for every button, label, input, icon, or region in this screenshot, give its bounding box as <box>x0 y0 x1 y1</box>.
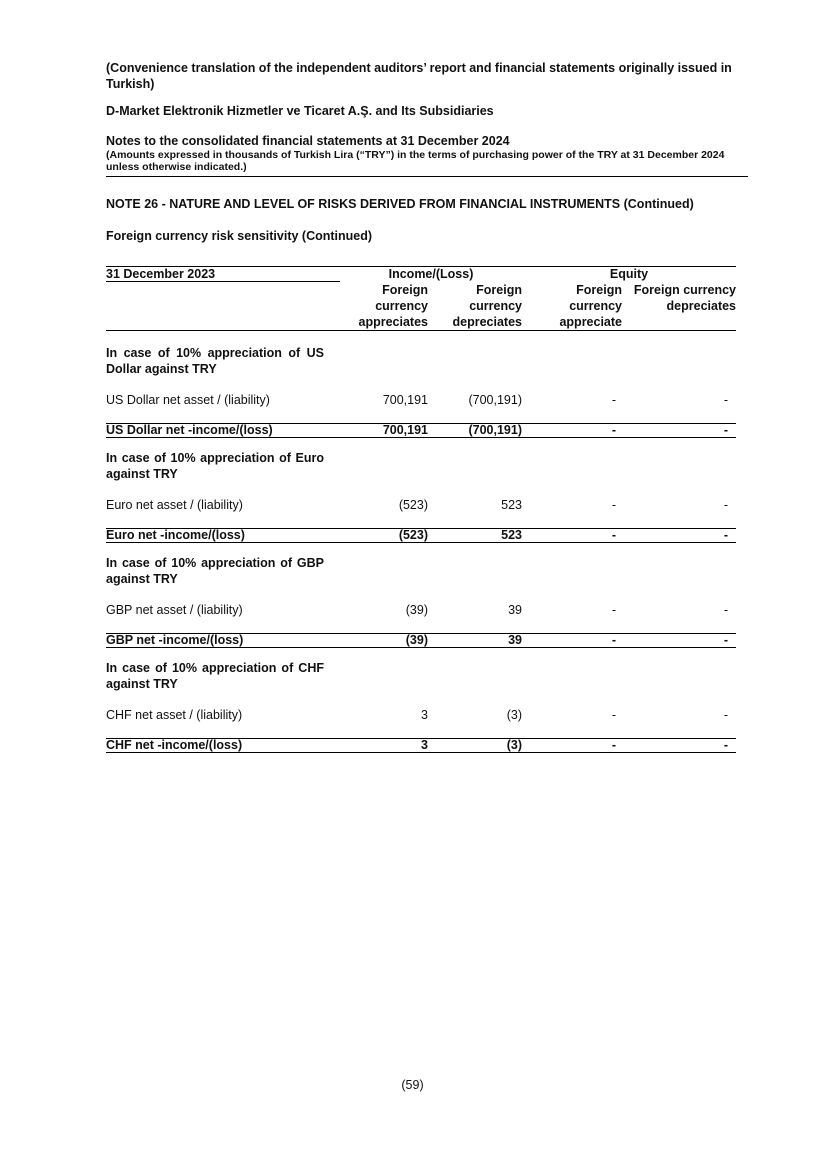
cell-value: (700,191) <box>468 392 522 407</box>
total-value: - <box>522 738 622 752</box>
cell-value: - <box>611 707 616 722</box>
table-header-row <box>106 267 736 282</box>
case-heading: In case of 10% appreciation of CHF against TRY <box>106 660 324 691</box>
total-row <box>106 423 736 437</box>
cell-value: - <box>611 602 616 617</box>
cell-value: (3) <box>506 707 522 722</box>
cell-value: - <box>723 602 729 617</box>
column-header-row <box>106 282 736 331</box>
cell-value: (523) <box>398 497 428 512</box>
cell-value: - <box>723 497 729 512</box>
total-value: - <box>522 633 622 647</box>
fx-sensitivity-table <box>106 266 736 753</box>
column-header: Foreign currency depreciates <box>428 282 522 331</box>
income-group-header: Income/(Loss) <box>340 267 522 282</box>
case-heading-row <box>106 450 736 482</box>
table-row <box>106 392 736 408</box>
cell-value: (39) <box>405 602 428 617</box>
case-heading-row <box>106 555 736 587</box>
case-heading: In case of 10% appreciation of GBP against TRY <box>106 555 324 586</box>
total-value: - <box>622 633 736 647</box>
total-value: 3 <box>340 738 428 752</box>
case-heading-row <box>106 345 736 377</box>
table-row <box>106 707 736 723</box>
row-label: Euro net asset / (liability) <box>106 497 243 512</box>
total-value: - <box>622 423 736 437</box>
table-row <box>106 602 736 618</box>
total-row <box>106 738 736 752</box>
total-value: 39 <box>428 633 522 647</box>
total-value: - <box>622 738 736 752</box>
total-label: Euro net -income/(loss) <box>106 528 340 542</box>
total-value: (39) <box>340 633 428 647</box>
cell-value: - <box>611 497 616 512</box>
column-header: Foreign currency appreciate <box>522 282 622 331</box>
total-value: (3) <box>428 738 522 752</box>
total-value: 523 <box>428 528 522 542</box>
case-heading: In case of 10% appreciation of Euro against TRY <box>106 450 324 481</box>
total-value: (700,191) <box>428 423 522 437</box>
total-value: - <box>522 528 622 542</box>
notes-title: Notes to the consolidated financial statements at 31 December 2024 <box>106 134 510 148</box>
case-heading-row <box>106 660 736 692</box>
row-label: US Dollar net asset / (liability) <box>106 392 270 407</box>
translation-note: (Convenience translation of the independent auditors’ report and financial statements originally issued in Turkish) <box>106 61 732 91</box>
row-label: CHF net asset / (liability) <box>106 707 243 722</box>
period-header: 31 December 2023 <box>106 267 340 282</box>
column-header: Foreign currency depreciates <box>622 282 736 331</box>
total-row <box>106 528 736 542</box>
cell-value: - <box>723 392 729 407</box>
amounts-note: (Amounts expressed in thousands of Turkish Lira (“TRY”) in the terms of purchasing power of the TRY at 31 December 2024 unless otherwise indicated.) <box>106 149 748 177</box>
total-row <box>106 633 736 647</box>
total-label: US Dollar net -income/(loss) <box>106 423 340 437</box>
equity-group-header: Equity <box>522 267 736 282</box>
note-title: NOTE 26 - NATURE AND LEVEL OF RISKS DERIVED FROM FINANCIAL INSTRUMENTS (Continued) <box>106 197 694 211</box>
cell-value: - <box>723 707 729 722</box>
section-title: Foreign currency risk sensitivity (Continued) <box>106 229 373 243</box>
document-body <box>106 60 748 752</box>
cell-value: 39 <box>508 602 522 617</box>
total-label: CHF net -income/(loss) <box>106 738 340 752</box>
cell-value: 700,191 <box>382 392 428 407</box>
total-label: GBP net -income/(loss) <box>106 633 340 647</box>
total-value: 700,191 <box>340 423 428 437</box>
total-value: - <box>522 423 622 437</box>
cell-value: - <box>611 392 616 407</box>
row-label: GBP net asset / (liability) <box>106 602 243 617</box>
cell-value: 3 <box>421 707 428 722</box>
total-value: - <box>622 528 736 542</box>
cell-value: 523 <box>501 497 522 512</box>
page-number: (59) <box>401 1078 424 1092</box>
total-value: (523) <box>340 528 428 542</box>
company-name: D-Market Elektronik Hizmetler ve Ticaret A.Ş. and Its Subsidiaries <box>106 104 494 118</box>
table-row <box>106 497 736 513</box>
column-header: Foreign currency appreciates <box>340 282 428 331</box>
case-heading: In case of 10% appreciation of US Dollar against TRY <box>106 345 324 376</box>
